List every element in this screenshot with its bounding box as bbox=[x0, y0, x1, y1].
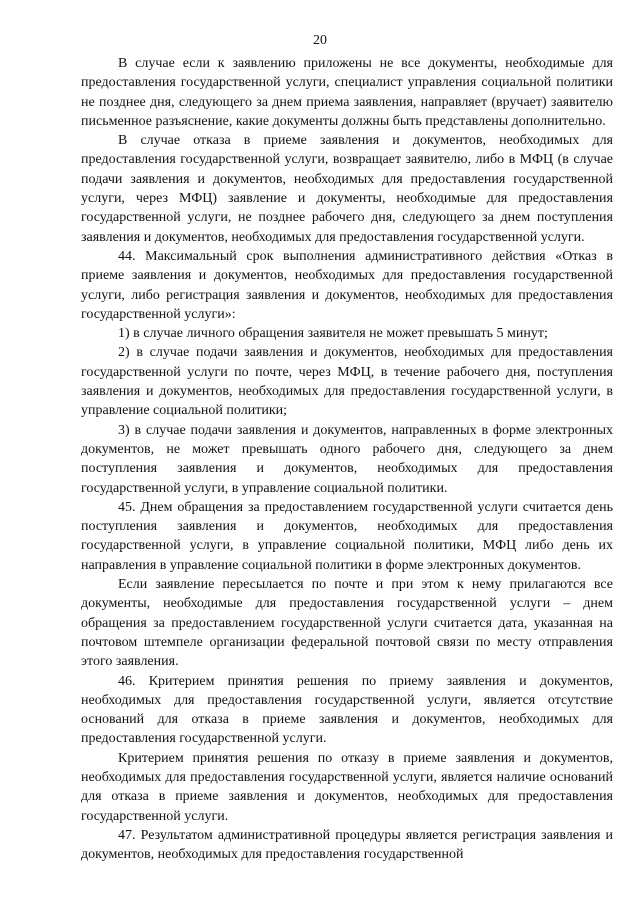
paragraph-refusal-return: В случае отказа в приеме заявления и документов, необходимых для предоставления государственной услуги, возвращает заявителю, либо в МФЦ (в случае подачи заявления и документов, необходимых для предоставления государственной услуги, через МФЦ) заявление и документы, необходимые для предоставления государственной услуги, не позднее рабочего дня, следующего за днем поступления заявления и документов, необходимых для предоставления государственной услуги. bbox=[81, 133, 613, 245]
page-number: 20 bbox=[313, 33, 327, 48]
paragraph-mail-postmark: Если заявление пересылается по почте и при этом к нему прилагаются все документы, необходимые для предоставления государственной услуги – днем обращения за предоставлением государственной услуги считается дата, указанная на почтовом штемпеле организации федеральной почтовой связи по месту отправления этого заявления. bbox=[81, 577, 613, 670]
list-item-1-personal-visit: 1) в случае личного обращения заявителя не может превышать 5 минут; bbox=[118, 326, 548, 342]
paragraph-44-max-term: 44. Максимальный срок выполнения административного действия «Отказ в приеме заявления и документов, необходимых для предоставления государственной услуги, либо регистрация заявления и документов, необходимых для предоставления государственной услуги»: bbox=[81, 248, 613, 322]
list-item-3-electronic: 3) в случае подачи заявления и документов, направленных в форме электронных документов, не может превышать одного рабочего дня, следующего за днем поступления заявления и документов, необходимых для предоставления государственной услуги, в управление социальной политики. bbox=[81, 422, 613, 496]
paragraph-incomplete-documents: В случае если к заявлению приложены не все документы, необходимые для предоставления государственной услуги, специалист управления социальной политики не позднее дня, следующего за днем приема заявления, направляет (вручает) заявителю письменное разъяснение, какие документы должны быть представлены дополнительно. bbox=[81, 56, 613, 129]
paragraph-46-acceptance-criterion: 46. Критерием принятия решения по приему заявления и документов, необходимых для предоставления государственной услуги, является отсутствие оснований для отказа в приеме заявления и документов, необходимых для предоставления государственной услуги. bbox=[81, 673, 613, 747]
paragraph-45-application-date: 45. Днем обращения за предоставлением государственной услуги считается день поступления заявления и документов, необходимых для предоставления государственной услуги, в управление социальной политики, МФЦ либо день их направления в управление социальной политики в форме электронных документов. bbox=[81, 499, 613, 573]
paragraph-refusal-criterion: Критерием принятия решения по отказу в приеме заявления и документов, необходимых для предоставления государственной услуги, является наличие оснований для отказа в приеме заявления и документов, необходимых для предоставления государственной услуги. bbox=[81, 750, 613, 824]
paragraph-47-result: 47. Результатом административной процедуры является регистрация заявления и документов, необходимых для предоставления государственной bbox=[81, 827, 613, 863]
list-item-2-mail-mfc: 2) в случае подачи заявления и документов, необходимых для предоставления государственной услуги по почте, через МФЦ, в течение рабочего дня, поступления заявления и документов, необходимых для предоставления государственной услуги, в управление социальной политики; bbox=[81, 345, 613, 419]
document-body bbox=[81, 54, 613, 864]
